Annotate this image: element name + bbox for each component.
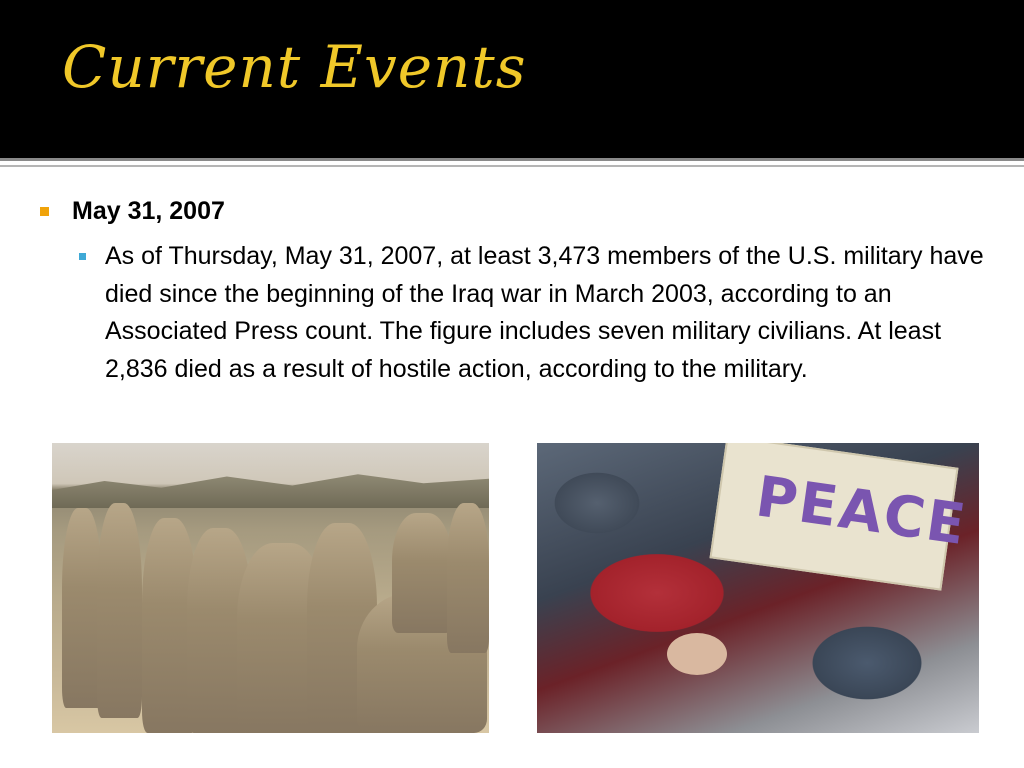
title-band <box>0 0 1024 158</box>
blue-square-bullet-icon <box>79 253 86 260</box>
slide-title: Current Events <box>62 33 527 101</box>
tents-background <box>52 463 489 508</box>
bullet-level-1 <box>40 197 225 226</box>
soldier-figure <box>447 503 489 653</box>
soldier-figure <box>62 508 102 708</box>
soldier-figure <box>392 513 452 633</box>
peace-sign <box>710 443 971 591</box>
orange-square-bullet-icon <box>40 207 49 216</box>
peace-sign-text: PEACE <box>752 464 971 559</box>
divider-line-lower <box>0 165 1024 167</box>
protester-face <box>667 633 727 675</box>
bullet-body-text: As of Thursday, May 31, 2007, at least 3,473 members of the U.S. military have died since the beginning of the Iraq war in March 2003, according to an Associated Press count. The figure includes seven military civilians. At least 2,836 died as a result of hostile action, according to the military. <box>105 242 984 383</box>
peace-protest-photo <box>537 443 979 733</box>
soldier-figure <box>97 503 142 718</box>
bullet-heading: May 31, 2007 <box>72 197 225 225</box>
soldiers-bowing-photo <box>52 443 489 733</box>
bullet-level-2 <box>79 238 1005 388</box>
